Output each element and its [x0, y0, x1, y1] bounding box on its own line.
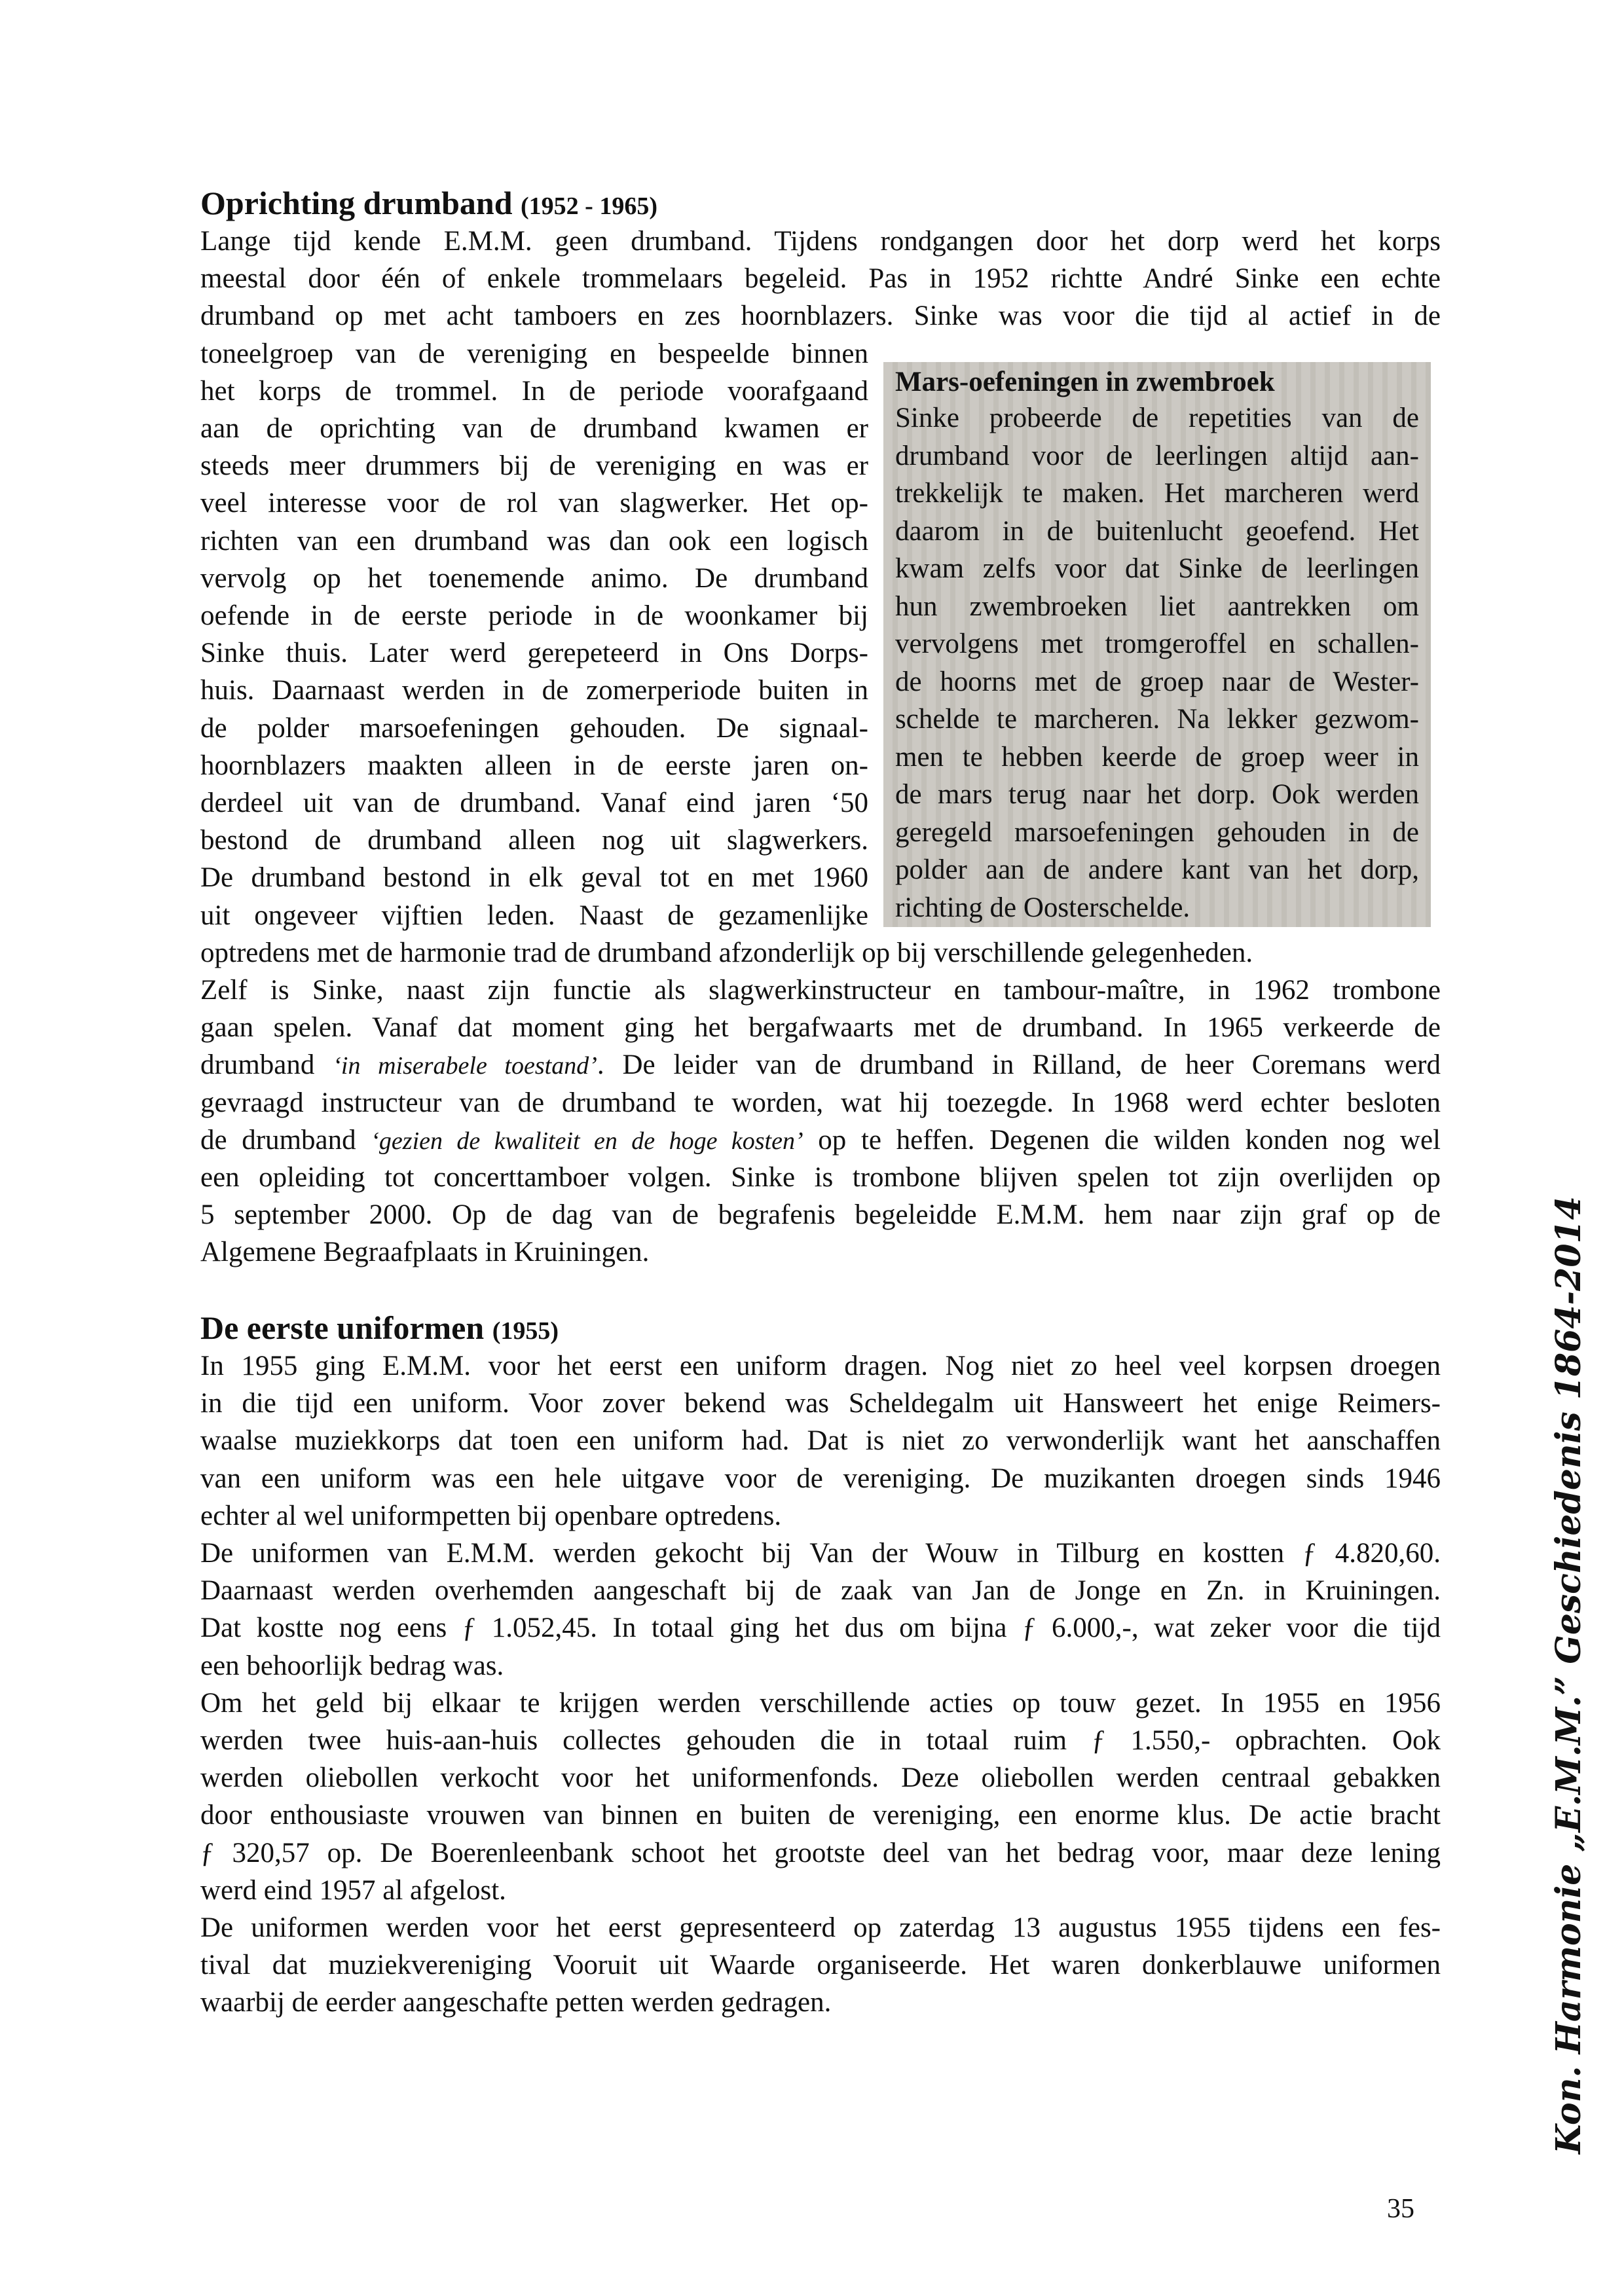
text-line: drumband voor de leerlingen altijd aan-	[895, 440, 1419, 471]
text-line: veel interesse voor de rol van slagwerker. Het op-	[200, 488, 868, 519]
section-heading-oprichting-drumband	[200, 183, 657, 226]
italic-quote: ‘gezien de kwaliteit en de hoge kosten’	[371, 1127, 803, 1155]
section-title: Oprichting drumband	[200, 185, 513, 221]
text-line: tival dat muziekvereniging Vooruit uit Waarde organiseerde. Het waren donkerblauwe uniformen	[200, 1950, 1441, 1981]
text-line: werden oliebollen verkocht voor het uniformenfonds. Deze oliebollen werden centraal gebakken	[200, 1762, 1441, 1794]
text-line: het korps de trommel. In de periode voorafgaand	[200, 375, 868, 407]
text-line: hun zwembroeken liet aantrekken om	[895, 591, 1419, 622]
text-line: Zelf is Sinke, naast zijn functie als slagwerkinstructeur en tambour-maître, in 1962 trombone	[200, 975, 1441, 1006]
text-line: kwam zelfs voor dat Sinke de leerlingen	[895, 553, 1419, 584]
text-line: Sinke probeerde de repetities van de	[895, 403, 1419, 433]
text-line: De uniformen werden voor het eerst gepresenteerd op zaterdag 13 augustus 1955 tijdens een fes-	[200, 1912, 1441, 1943]
text-line: steeds meer drummers bij de vereniging en was er	[200, 450, 868, 482]
text-line: hoornblazers maakten alleen in de eerste jaren on-	[200, 750, 868, 781]
italic-quote: ‘in miserabele toestand’	[333, 1052, 597, 1080]
text-line: de drumband ‘gezien de kwaliteit en de hoge kosten’ op te heffen. Degenen die wilden konden nog wel	[200, 1124, 1441, 1156]
text-line: drumband ‘in miserabele toestand’. De leider van de drumband in Rilland, de heer Coremans werd	[200, 1049, 1441, 1081]
text-line: een opleiding tot concerttamboer volgen. Sinke is trombone blijven spelen tot zijn overlijden op	[200, 1162, 1441, 1193]
text-line: derdeel uit van de drumband. Vanaf eind jaren ‘50	[200, 788, 868, 818]
text-line: meestal door één of enkele trommelaars begeleid. Pas in 1952 richtte André Sinke een echte	[200, 263, 1441, 295]
text-line: vervolgens met tromgeroffel en schallen-	[895, 629, 1419, 659]
text-line: Dat kostte nog eens ƒ 1.052,45. In totaal ging het dus om bijna ƒ 6.000,-, wat zeker voor die tijd	[200, 1613, 1441, 1644]
section-title: De eerste uniformen	[200, 1309, 485, 1346]
text-line: de polder marsoefeningen gehouden. De signaal-	[200, 712, 868, 744]
text-line: richting de Oosterschelde.	[895, 892, 1190, 923]
text-line: waalse muziekkorps dat toen een uniform had. Dat is niet zo verwonderlijk want het aanschaffen	[200, 1425, 1441, 1457]
text-line: in die tijd een uniform. Voor zover bekend was Scheldegalm uit Hansweert het enige Reimers-	[200, 1388, 1441, 1419]
text-line: ƒ 320,57 op. De Boerenleenbank schoot het grootste deel van het bedrag voor, maar deze lening	[200, 1837, 1441, 1868]
text-line: richten van een drumband was dan ook een logisch	[200, 525, 868, 556]
text-line: In 1955 ging E.M.M. voor het eerst een uniform dragen. Nog niet zo heel veel korpsen droegen	[200, 1351, 1441, 1381]
text-line: toneelgroep van de vereniging en bespeelde binnen	[200, 338, 868, 369]
text-line: de mars terug naar het dorp. Ook werden	[895, 779, 1419, 810]
text-line: uit ongeveer vijftien leden. Naast de gezamenlijke	[200, 900, 868, 931]
text-line: door enthousiaste vrouwen van binnen en buiten de vereniging, een enorme klus. De actie bracht	[200, 1800, 1441, 1831]
text-line: schelde te marcheren. Na lekker gezwom-	[895, 704, 1419, 735]
sidebar-title: Mars-oefeningen in zwembroek	[895, 367, 1275, 397]
text-line: De uniformen van E.M.M. werden gekocht bij Van der Wouw in Tilburg en kostten ƒ 4.820,60.	[200, 1538, 1441, 1569]
text-line: Sinke thuis. Later werd gerepeteerd in Ons Dorps-	[200, 638, 868, 669]
text-line: De drumband bestond in elk geval tot en met 1960	[200, 862, 868, 894]
page-number: 35	[1387, 2194, 1414, 2224]
text-line: drumband op met acht tamboers en zes hoornblazers. Sinke was voor die tijd al actief in de	[200, 301, 1441, 332]
text-line: Algemene Begraafplaats in Kruiningen.	[200, 1237, 650, 1268]
text-line: echter al wel uniformpetten bij openbare optredens.	[200, 1500, 782, 1531]
text-line: optredens met de harmonie trad de drumband afzonderlijk op bij verschillende gelegenheden.	[200, 937, 1253, 968]
text-line: men te hebben keerde de groep weer in	[895, 741, 1419, 773]
section-years: (1952 - 1965)	[521, 192, 657, 220]
text-line: werden twee huis-aan-huis collectes gehouden die in totaal ruim ƒ 1.550,- opbrachten. Ook	[200, 1725, 1441, 1756]
section-heading-eerste-uniformen	[200, 1308, 559, 1351]
section-years: (1955)	[492, 1317, 559, 1345]
text-line: oefende in de eerste periode in de woonkamer bij	[200, 600, 868, 631]
text-line: trekkelijk te maken. Het marcheren werd	[895, 478, 1419, 509]
text-line: 5 september 2000. Op de dag van de begrafenis begeleidde E.M.M. hem naar zijn graf op de	[200, 1199, 1441, 1231]
text-line: vervolg op het toenemende animo. De drumband	[200, 562, 868, 594]
text-line: geregeld marsoefeningen gehouden in de	[895, 816, 1419, 848]
text-line: bestond de drumband alleen nog uit slagwerkers.	[200, 825, 868, 856]
text-line: polder aan de andere kant van het dorp,	[895, 854, 1419, 885]
text-line: Om het geld bij elkaar te krijgen werden verschillende acties op touw gezet. In 1955 en 1956	[200, 1687, 1441, 1719]
text-line: waarbij de eerder aangeschafte petten werden gedragen.	[200, 1987, 832, 2018]
text-line: werd eind 1957 al afgelost.	[200, 1874, 506, 1906]
text-line: van een uniform was een hele uitgave voor de vereniging. De muzikanten droegen sinds 1946	[200, 1463, 1441, 1494]
text-line: aan de oprichting van de drumband kwamen er	[200, 413, 868, 444]
text-line: Lange tijd kende E.M.M. geen drumband. Tijdens rondgangen door het dorp werd het korps	[200, 226, 1441, 257]
sidebar-box-mars-oefeningen	[883, 362, 1431, 927]
text-line: daarom in de buitenlucht geoefend. Het	[895, 515, 1419, 547]
text-line: Daarnaast werden overhemden aangeschaft bij de zaak van Jan de Jonge en Zn. in Kruiningen.	[200, 1575, 1441, 1607]
vertical-running-title: Kon. Harmonie „E.M.M.” Geschiedenis 1864-2014	[1549, 1196, 1589, 2154]
text-line: huis. Daarnaast werden in de zomerperiode buiten in	[200, 675, 868, 706]
text-line: de hoorns met de groep naar de Wester-	[895, 666, 1419, 697]
text-line: een behoorlijk bedrag was.	[200, 1650, 504, 1681]
text-line: gevraagd instructeur van de drumband te worden, wat hij toezegde. In 1968 werd echter besloten	[200, 1087, 1441, 1118]
text-line: gaan spelen. Vanaf dat moment ging het bergafwaarts met de drumband. In 1965 verkeerde de	[200, 1012, 1441, 1044]
